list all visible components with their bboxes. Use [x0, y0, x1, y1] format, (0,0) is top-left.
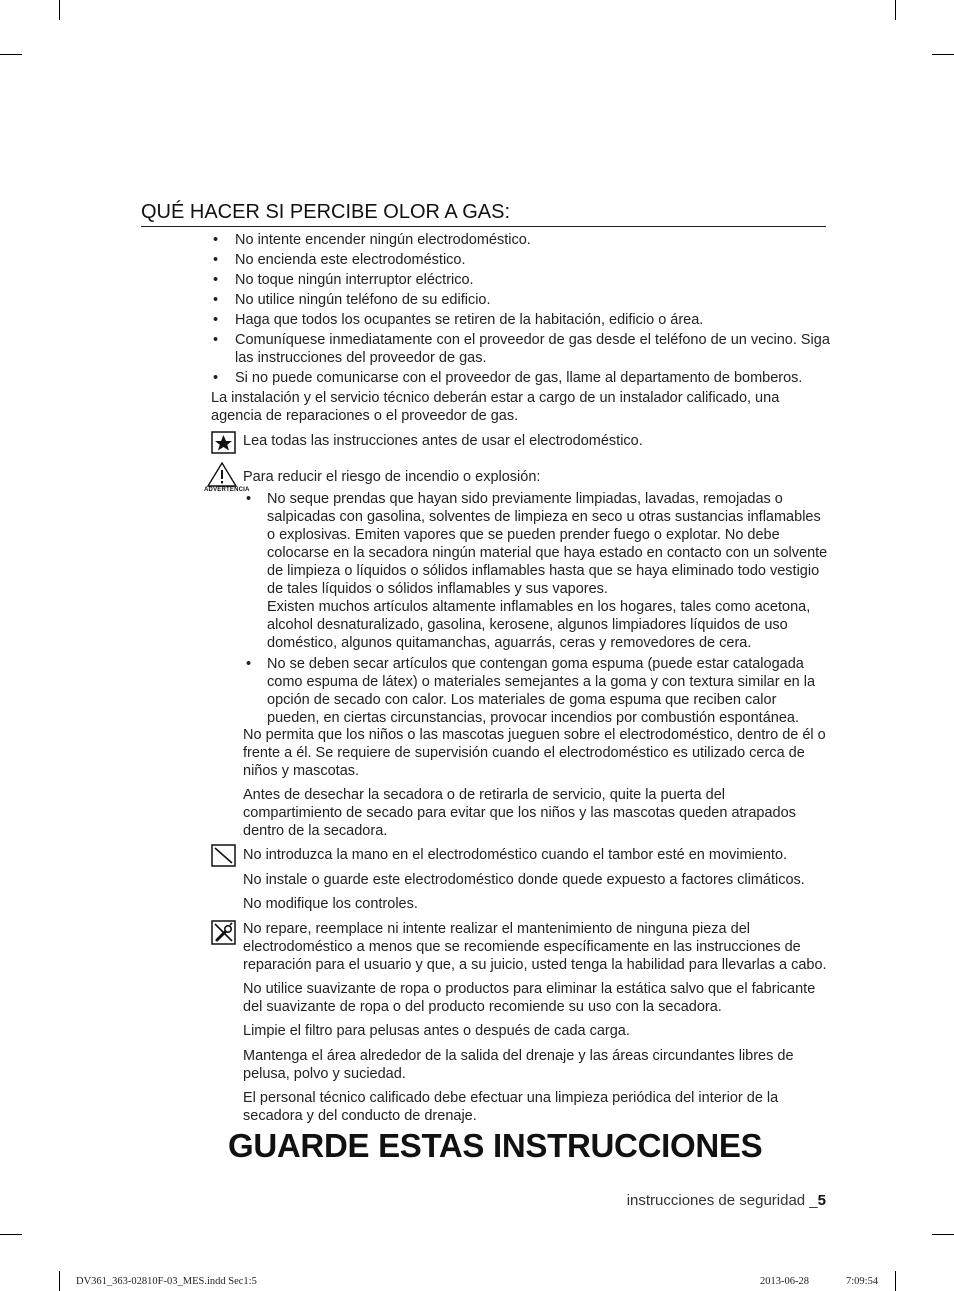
footer-label: instrucciones de seguridad _: [626, 1192, 818, 1209]
softener-note: No utilice suavizante de ropa o productos para eliminar la estática salvo que el fabricante del suavizante de ropa o del producto recomiende su uso con la secadora.: [243, 981, 816, 1015]
list-item: • Si no puede comunicarse con el proveedor de gas, llame al departamento de bomberos.: [211, 369, 831, 387]
no-repair-note: No repare, reemplace ni intente realizar el mantenimiento de ninguna pieza del electrodoméstico a menos que se recomiende específicamente en las instrucciones de reparación para el usuario y que, a su juicio, usted tenga la habilidad para llevarlas a cabo.: [243, 921, 827, 973]
list-item: • Comuníquese inmediatamente con el proveedor de gas desde el teléfono de un vecino. Siga las instrucciones del proveedor de gas.: [211, 331, 831, 367]
list-item: [243, 490, 828, 652]
crop-mark: [932, 54, 954, 55]
slug-date: 2013-06-28: [760, 1276, 809, 1287]
crop-mark: [0, 1234, 22, 1235]
no-repair-icon: [211, 920, 237, 951]
list-item: • No toque ningún interruptor eléctrico.: [211, 271, 831, 289]
page-number: 5: [817, 1192, 826, 1209]
crop-mark: [59, 0, 60, 20]
children-pets-note: No permita que los niños o las mascotas jueguen sobre el electrodoméstico, dentro de él o frente a él. Se requiere de supervisión cuando el electrodoméstico es utilizado cerca de niños y mascotas.: [243, 727, 826, 779]
lint-note: Limpie el filtro para pelusas antes o después de cada carga.: [243, 1023, 630, 1039]
crop-mark: [0, 54, 22, 55]
list-item: • No se deben secar artículos que contengan goma espuma (puede estar catalogada como espuma de látex) o materiales semejantes a la goma y con textura similar en la opción de secado con calor. Los materiales de goma espuma que reciben calor pueden, en ciertas circunstancias, provocar incendios por combustión espontánea.: [243, 655, 828, 727]
no-weather-note: No instale o guarde este electrodoméstico donde quede expuesto a factores climáticos.: [243, 872, 805, 888]
crop-mark: [895, 0, 896, 20]
section-heading: QUÉ HACER SI PERCIBE OLOR A GAS:: [141, 199, 826, 227]
slug-file: DV361_363-02810F-03_MES.indd Sec1:5: [76, 1276, 257, 1287]
crop-mark: [895, 1271, 896, 1291]
read-all-note: Lea todas las instrucciones antes de usar el electrodoméstico.: [243, 433, 643, 449]
fire-bullet-list: [243, 490, 828, 727]
drain-area-note: Mantenga el área alrededor de la salida del drenaje y las áreas circundantes libres de pelusa, polvo y suciedad.: [243, 1048, 794, 1082]
fire-risk-intro: Para reducir el riesgo de incendio o explosión:: [243, 469, 541, 485]
prohibited-icon: [211, 844, 237, 873]
disposal-note: Antes de desechar la secadora o de retirarla de servicio, quite la puerta del compartimiento de secado para evitar que los niños y las mascotas queden atrapados dentro de la secadora.: [243, 787, 796, 839]
list-item: • No intente encender ningún electrodoméstico.: [211, 231, 831, 249]
periodic-clean-note: El personal técnico calificado debe efectuar una limpieza periódica del interior de la secadora y del conducto de drenaje.: [243, 1090, 779, 1124]
star-note-icon: [211, 431, 237, 460]
page-footer: [627, 1192, 826, 1209]
list-item: • Haga que todos los ocupantes se retiren de la habitación, edificio o área.: [211, 311, 831, 329]
no-hand-note: No introduzca la mano en el electrodoméstico cuando el tambor esté en movimiento.: [243, 847, 788, 863]
crop-mark: [59, 1271, 60, 1291]
no-modify-note: No modifique los controles.: [243, 896, 418, 912]
warning-label: ADVERTENCIA: [204, 487, 250, 493]
list-item: • No utilice ningún teléfono de su edificio.: [211, 291, 831, 309]
crop-mark: [932, 1234, 954, 1235]
slug-time: 7:09:54: [846, 1276, 879, 1287]
install-note: La instalación y el servicio técnico deberán estar a cargo de un instalador calificado, una agencia de reparaciones o el proveedor de gas.: [211, 390, 780, 424]
fire-bullet-extra: Existen muchos artículos altamente inflamables en los hogares, tales como acetona, alcohol desnaturalizado, gasolina, kerosene, algunos limpiadores líquidos de uso doméstico, algunos quitamanchas, aguarrás, ceras y removedores de cera.: [267, 599, 811, 651]
page-title: GUARDE ESTAS INSTRUCCIONES: [228, 1127, 763, 1164]
fire-bullet-text: No seque prendas que hayan sido previamente limpiadas, lavadas, remojadas o salpicadas con gasolina, solventes de limpieza en seco u otras sustancias inflamables o explosivas. Emiten vapores que se pueden prender fuego o explotar. No debe colocarse en la secadora ningún material que haya estado en contacto con un solvente de limpieza o líquidos o sólidos inflamables hasta que se haya eliminado todo vestigio de tales líquidos o sólidos inflamables y sus vapores.: [267, 491, 828, 597]
gas-bullet-list: [211, 231, 831, 389]
list-item: • No encienda este electrodoméstico.: [211, 251, 831, 269]
